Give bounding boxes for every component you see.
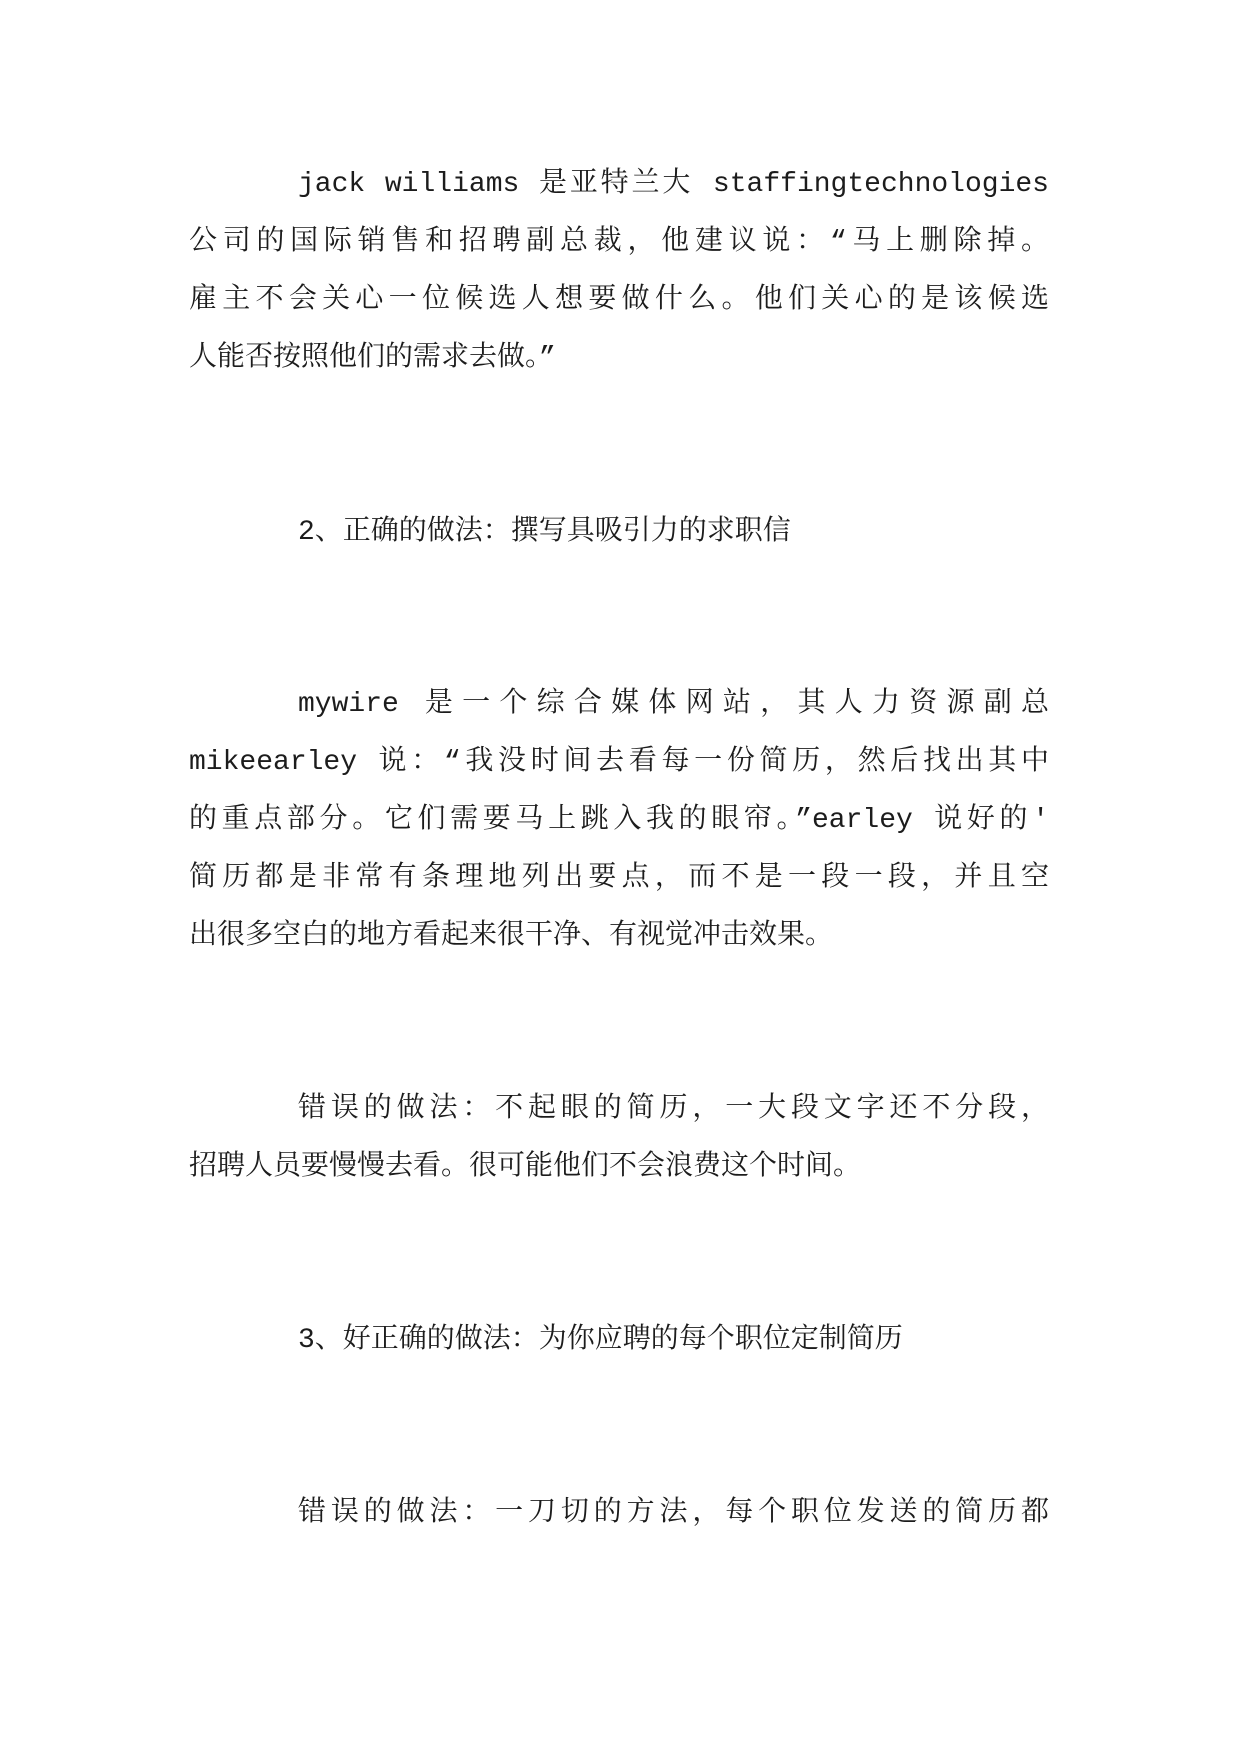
section-heading-2 [189, 504, 1049, 562]
text-line: 错误的做法：一刀切的方法，每个职位发送的简历都 [298, 1498, 1049, 1529]
paragraph-jack-williams-quote [189, 156, 1049, 388]
text-line: jack williams 是亚特兰大 staffingtechnologies [298, 169, 1049, 200]
heading-line: 3、好正确的做法：为你应聘的每个职位定制简历 [298, 1325, 903, 1356]
text-line: 的重点部分。它们需要马上跳入我的眼帘。”earley 说好的' [189, 805, 1049, 836]
text-line: 人能否按照他们的需求去做。” [189, 343, 556, 374]
text-line: 简历都是非常有条理地列出要点，而不是一段一段，并且空 [189, 863, 1049, 894]
text-line: 招聘人员要慢慢去看。很可能他们不会浪费这个时间。 [189, 1152, 862, 1183]
paragraph-mywire-quote [189, 676, 1049, 966]
text-line: 雇主不会关心一位候选人想要做什么。他们关心的是该候选 [189, 285, 1049, 316]
paragraph-wrong-approach-2 [189, 1485, 1049, 1543]
text-line: 出很多空白的地方看起来很干净、有视觉冲击效果。 [189, 921, 834, 952]
text-line: mywire 是一个综合媒体网站，其人力资源副总 [298, 689, 1049, 720]
section-heading-3 [189, 1312, 1049, 1370]
text-line: 公司的国际销售和招聘副总裁，他建议说：“马上删除掉。 [189, 227, 1049, 258]
paragraph-wrong-approach-1 [189, 1081, 1049, 1197]
text-line: 错误的做法：不起眼的简历，一大段文字还不分段， [298, 1094, 1049, 1125]
heading-line: 2、正确的做法：撰写具吸引力的求职信 [298, 517, 791, 548]
text-line: mikeearley 说：“我没时间去看每一份简历，然后找出其中 [189, 747, 1049, 778]
